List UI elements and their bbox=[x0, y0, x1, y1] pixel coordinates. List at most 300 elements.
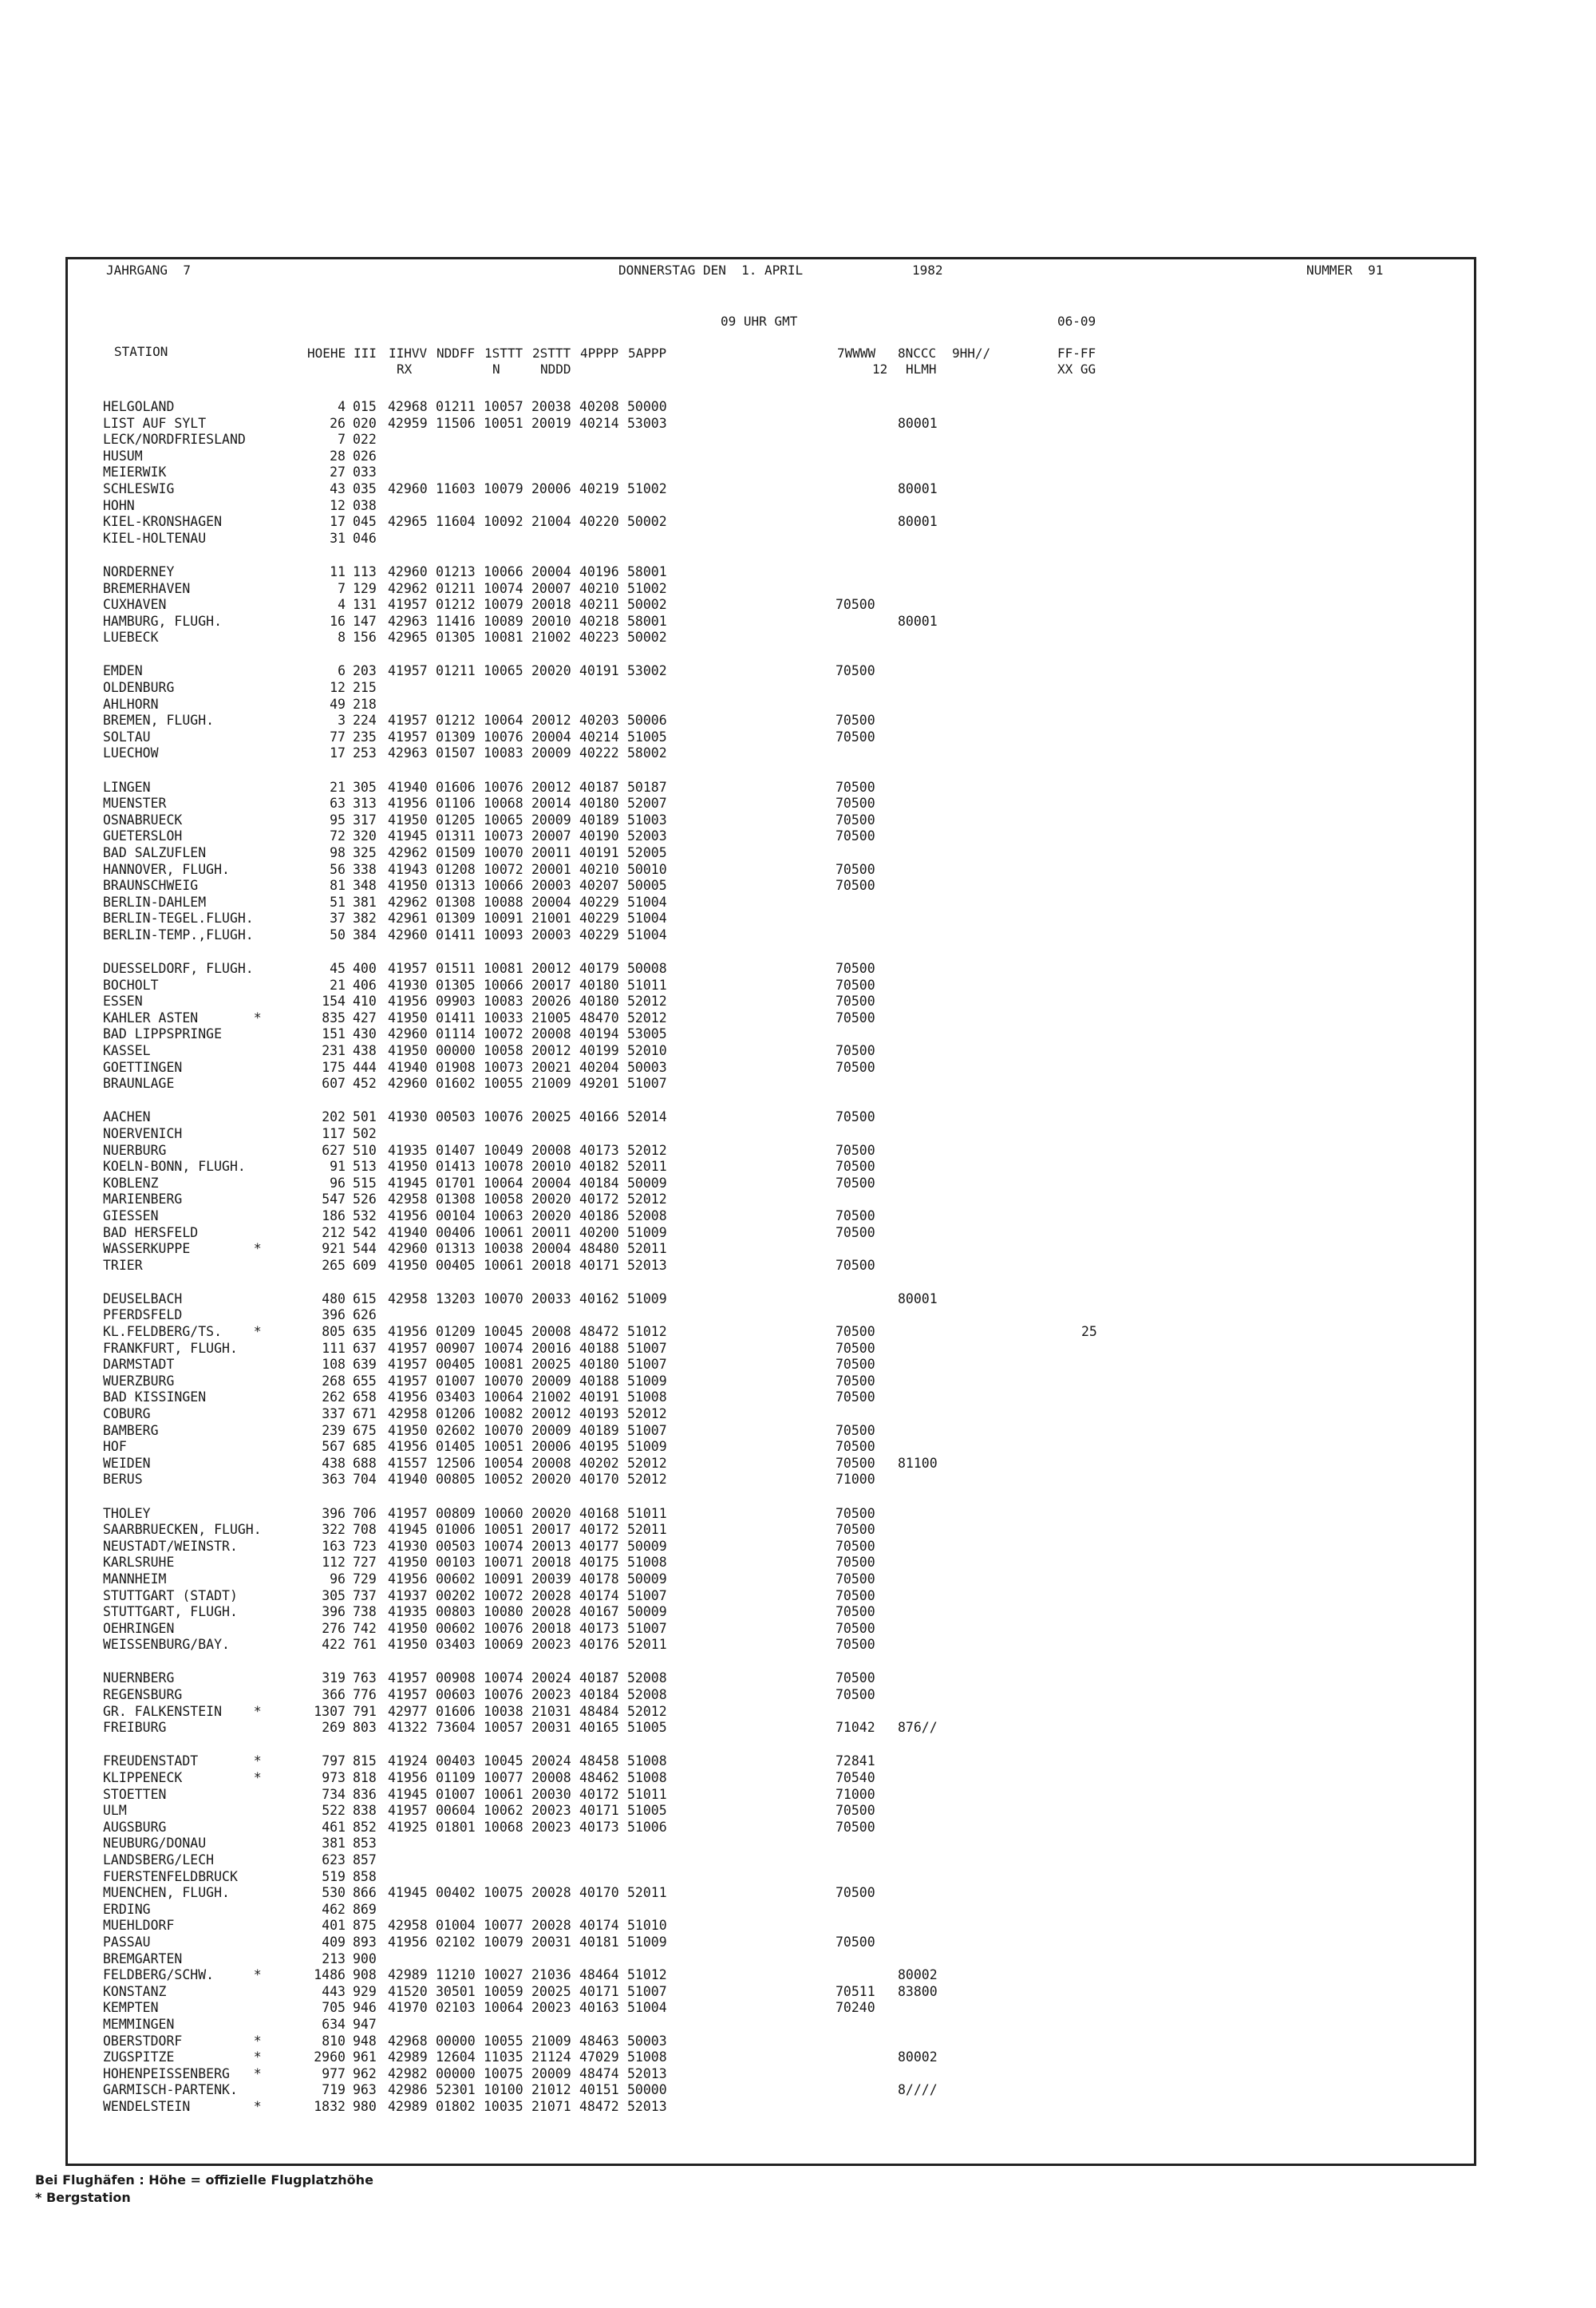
cell-iihvv: 41956 bbox=[388, 1439, 428, 1455]
cell-station: BAD SALZUFLEN bbox=[103, 844, 207, 860]
cell-iii: 685 bbox=[353, 1439, 377, 1455]
cell-iii: 045 bbox=[353, 514, 377, 530]
cell-nddff: 73604 bbox=[436, 1720, 476, 1736]
cell-8nccc: 80001 bbox=[898, 1290, 938, 1306]
cell-5appp: 52011 bbox=[627, 1159, 667, 1175]
cell-4pppp: 48474 bbox=[579, 2065, 619, 2081]
cell-hoehe: 269 bbox=[322, 1720, 346, 1736]
cell-iii: 156 bbox=[353, 630, 377, 646]
cell-nddff: 13203 bbox=[436, 1290, 476, 1306]
cell-1sttt: 10093 bbox=[484, 927, 523, 943]
cell-hoehe: 231 bbox=[322, 1043, 346, 1058]
cell-iii: 875 bbox=[353, 1918, 377, 1934]
cell-8nccc: 80002 bbox=[898, 1967, 938, 1983]
cell-hoehe: 276 bbox=[322, 1620, 346, 1636]
col-4pppp: 4PPPP bbox=[580, 346, 619, 361]
cell-4pppp: 40218 bbox=[579, 613, 619, 629]
cell-4pppp: 48464 bbox=[579, 1967, 619, 1983]
cell-4pppp: 40174 bbox=[579, 1918, 619, 1934]
cell-4pppp: 40178 bbox=[579, 1571, 619, 1587]
cell-4pppp: 40180 bbox=[579, 977, 619, 993]
cell-station: MEIERWIK bbox=[103, 464, 167, 480]
cell-station: MEMMINGEN bbox=[103, 2016, 175, 2032]
cell-7wwww: 70500 bbox=[836, 1175, 875, 1191]
cell-hoehe: 973 bbox=[322, 1769, 346, 1785]
cell-2sttt: 20009 bbox=[531, 812, 571, 828]
cell-station: BAD KISSINGEN bbox=[103, 1389, 207, 1405]
cell-5appp: 51008 bbox=[627, 1769, 667, 1785]
cell-iihvv: 41940 bbox=[388, 1472, 428, 1488]
cell-7wwww: 70500 bbox=[836, 994, 875, 1010]
cell-iii: 026 bbox=[353, 448, 377, 464]
col-2sttt-sub: NDDD bbox=[540, 362, 571, 377]
cell-station: SCHLESWIG bbox=[103, 481, 175, 496]
cell-2sttt: 20018 bbox=[531, 1555, 571, 1571]
cell-hoehe: 96 bbox=[330, 1175, 346, 1191]
cell-iii: 738 bbox=[353, 1604, 377, 1620]
cell-nddff: 00000 bbox=[436, 2033, 476, 2049]
cell-4pppp: 40174 bbox=[579, 1587, 619, 1603]
cell-station: KL.FELDBERG/TS. * bbox=[103, 1324, 262, 1339]
cell-iihvv: 41950 bbox=[388, 1043, 428, 1058]
cell-station: SAARBRUECKEN, FLUGH. bbox=[103, 1522, 262, 1538]
cell-nddff: 01305 bbox=[436, 977, 476, 993]
cell-hoehe: 719 bbox=[322, 2082, 346, 2098]
cell-2sttt: 20009 bbox=[531, 745, 571, 761]
cell-iihvv: 42958 bbox=[388, 1290, 428, 1306]
cell-5appp: 52008 bbox=[627, 1687, 667, 1702]
cell-4pppp: 40189 bbox=[579, 812, 619, 828]
cell-iihvv: 41925 bbox=[388, 1819, 428, 1835]
cell-8nccc: 80001 bbox=[898, 481, 938, 496]
cell-iihvv: 42961 bbox=[388, 911, 428, 927]
cell-5appp: 51006 bbox=[627, 1819, 667, 1835]
cell-2sttt: 20030 bbox=[531, 1786, 571, 1802]
cell-iihvv: 42962 bbox=[388, 580, 428, 596]
cell-2sttt: 20038 bbox=[531, 399, 571, 414]
cell-7wwww: 70500 bbox=[836, 1207, 875, 1223]
cell-2sttt: 20001 bbox=[531, 861, 571, 877]
cell-7wwww: 72841 bbox=[836, 1753, 875, 1769]
cell-5appp: 50187 bbox=[627, 779, 667, 795]
cell-4pppp: 40171 bbox=[579, 1983, 619, 1999]
cell-7wwww: 70500 bbox=[836, 1555, 875, 1571]
cell-4pppp: 40184 bbox=[579, 1687, 619, 1702]
cell-7wwww: 70500 bbox=[836, 1455, 875, 1471]
cell-nddff: 02602 bbox=[436, 1422, 476, 1438]
cell-4pppp: 40187 bbox=[579, 1670, 619, 1686]
cell-1sttt: 10072 bbox=[484, 1587, 523, 1603]
cell-1sttt: 10063 bbox=[484, 1207, 523, 1223]
cell-nddff: 11603 bbox=[436, 481, 476, 496]
cell-7wwww: 70240 bbox=[836, 2000, 875, 2016]
cell-iii: 815 bbox=[353, 1753, 377, 1769]
cell-station: FELDBERG/SCHW. * bbox=[103, 1967, 262, 1983]
cell-iihvv: 42958 bbox=[388, 1918, 428, 1934]
cell-iii: 410 bbox=[353, 994, 377, 1010]
cell-nddff: 01802 bbox=[436, 2098, 476, 2114]
cell-hoehe: 409 bbox=[322, 1934, 346, 1950]
cell-5appp: 51008 bbox=[627, 1555, 667, 1571]
cell-4pppp: 48484 bbox=[579, 1703, 619, 1719]
cell-nddff: 01606 bbox=[436, 779, 476, 795]
cell-hoehe: 480 bbox=[322, 1290, 346, 1306]
cell-1sttt: 10092 bbox=[484, 514, 523, 530]
cell-hoehe: 43 bbox=[330, 481, 346, 496]
cell-1sttt: 10083 bbox=[484, 994, 523, 1010]
cell-hoehe: 337 bbox=[322, 1406, 346, 1421]
cell-hoehe: 151 bbox=[322, 1026, 346, 1042]
cell-station: BERUS bbox=[103, 1472, 143, 1488]
cell-2sttt: 20026 bbox=[531, 994, 571, 1010]
cell-iii: 947 bbox=[353, 2016, 377, 2032]
report-year: 1982 bbox=[912, 263, 943, 278]
cell-iii: 147 bbox=[353, 613, 377, 629]
cell-2sttt: 20023 bbox=[531, 1819, 571, 1835]
cell-1sttt: 10079 bbox=[484, 597, 523, 613]
cell-2sttt: 20018 bbox=[531, 1620, 571, 1636]
cell-5appp: 52011 bbox=[627, 1522, 667, 1538]
cell-2sttt: 20028 bbox=[531, 1604, 571, 1620]
cell-5appp: 51011 bbox=[627, 977, 667, 993]
cell-iii: 803 bbox=[353, 1720, 377, 1736]
cell-4pppp: 40200 bbox=[579, 1224, 619, 1240]
cell-1sttt: 10070 bbox=[484, 1422, 523, 1438]
cell-5appp: 51005 bbox=[627, 729, 667, 745]
cell-4pppp: 40190 bbox=[579, 828, 619, 844]
cell-iii: 893 bbox=[353, 1934, 377, 1950]
cell-nddff: 30501 bbox=[436, 1983, 476, 1999]
cell-4pppp: 40189 bbox=[579, 1422, 619, 1438]
cell-iihvv: 41930 bbox=[388, 1109, 428, 1125]
cell-4pppp: 40223 bbox=[579, 630, 619, 646]
cell-iihvv: 41957 bbox=[388, 597, 428, 613]
cell-iii: 235 bbox=[353, 729, 377, 745]
cell-iii: 501 bbox=[353, 1109, 377, 1125]
cell-4pppp: 48472 bbox=[579, 1324, 619, 1339]
cell-2sttt: 20020 bbox=[531, 663, 571, 679]
cell-2sttt: 20021 bbox=[531, 1059, 571, 1075]
cell-station: NEUSTADT/WEINSTR. bbox=[103, 1538, 238, 1554]
cell-iii: 515 bbox=[353, 1175, 377, 1191]
cell-hoehe: 319 bbox=[322, 1670, 346, 1686]
cell-1sttt: 10088 bbox=[484, 894, 523, 910]
cell-7wwww: 70500 bbox=[836, 1670, 875, 1686]
col-7wwww: 7WWWW bbox=[837, 346, 876, 361]
cell-1sttt: 10079 bbox=[484, 1934, 523, 1950]
cell-4pppp: 40191 bbox=[579, 663, 619, 679]
cell-7wwww: 70500 bbox=[836, 1109, 875, 1125]
cell-station: FRANKFURT, FLUGH. bbox=[103, 1340, 238, 1356]
cell-station: NUERBURG bbox=[103, 1142, 167, 1158]
cell-nddff: 01205 bbox=[436, 812, 476, 828]
cell-4pppp: 40191 bbox=[579, 844, 619, 860]
cell-iihvv: 42960 bbox=[388, 1026, 428, 1042]
cell-2sttt: 20004 bbox=[531, 894, 571, 910]
cell-8nccc: 81100 bbox=[898, 1455, 938, 1471]
cell-hoehe: 117 bbox=[322, 1125, 346, 1141]
cell-hoehe: 805 bbox=[322, 1324, 346, 1339]
cell-station: LUECHOW bbox=[103, 745, 159, 761]
cell-4pppp: 40171 bbox=[579, 1803, 619, 1819]
cell-5appp: 52014 bbox=[627, 1109, 667, 1125]
cell-hoehe: 522 bbox=[322, 1803, 346, 1819]
cell-station: NUERNBERG bbox=[103, 1670, 175, 1686]
cell-2sttt: 21005 bbox=[531, 1010, 571, 1026]
cell-1sttt: 10068 bbox=[484, 1819, 523, 1835]
cell-4pppp: 40207 bbox=[579, 878, 619, 894]
issue-number: NUMMER 91 bbox=[1306, 263, 1384, 278]
cell-nddff: 11506 bbox=[436, 415, 476, 431]
cell-4pppp: 48463 bbox=[579, 2033, 619, 2049]
cell-2sttt: 20025 bbox=[531, 1357, 571, 1373]
cell-2sttt: 20012 bbox=[531, 713, 571, 729]
cell-station: FUERSTENFELDBRUCK bbox=[103, 1868, 238, 1884]
cell-station: DEUSELBACH bbox=[103, 1290, 183, 1306]
cell-7wwww: 70500 bbox=[836, 1439, 875, 1455]
cell-iihvv: 42989 bbox=[388, 2098, 428, 2114]
cell-iihvv: 42963 bbox=[388, 613, 428, 629]
cell-4pppp: 48480 bbox=[579, 1241, 619, 1257]
cell-4pppp: 40208 bbox=[579, 399, 619, 414]
cell-5appp: 51007 bbox=[627, 1340, 667, 1356]
cell-iii: 544 bbox=[353, 1241, 377, 1257]
cell-5appp: 51008 bbox=[627, 1389, 667, 1405]
cell-iii: 742 bbox=[353, 1620, 377, 1636]
cell-4pppp: 48472 bbox=[579, 2098, 619, 2114]
cell-station: GIESSEN bbox=[103, 1207, 159, 1223]
cell-iihvv: 41957 bbox=[388, 1687, 428, 1702]
cell-hoehe: 623 bbox=[322, 1852, 346, 1867]
cell-4pppp: 40166 bbox=[579, 1109, 619, 1125]
cell-iihvv: 41970 bbox=[388, 2000, 428, 2016]
cell-nddff: 01006 bbox=[436, 1522, 476, 1538]
cell-station: KONSTANZ bbox=[103, 1983, 167, 1999]
cell-7wwww: 71042 bbox=[836, 1720, 875, 1736]
cell-nddff: 00503 bbox=[436, 1109, 476, 1125]
cell-station: MUENSTER bbox=[103, 796, 167, 812]
cell-iihvv: 41957 bbox=[388, 1373, 428, 1389]
cell-iii: 704 bbox=[353, 1472, 377, 1488]
cell-iii: 203 bbox=[353, 663, 377, 679]
cell-station: DARMSTADT bbox=[103, 1357, 175, 1373]
cell-nddff: 11210 bbox=[436, 1967, 476, 1983]
cell-iihvv: 41935 bbox=[388, 1142, 428, 1158]
cell-5appp: 50008 bbox=[627, 961, 667, 976]
cell-iihvv: 41924 bbox=[388, 1753, 428, 1769]
cell-1sttt: 10066 bbox=[484, 977, 523, 993]
cell-iii: 452 bbox=[353, 1076, 377, 1092]
cell-4pppp: 40220 bbox=[579, 514, 619, 530]
cell-5appp: 51002 bbox=[627, 481, 667, 496]
cell-nddff: 00405 bbox=[436, 1257, 476, 1273]
cell-hoehe: 634 bbox=[322, 2016, 346, 2032]
col-ff-sub: XX GG bbox=[1057, 362, 1096, 377]
cell-5appp: 51009 bbox=[627, 1224, 667, 1240]
cell-nddff: 01311 bbox=[436, 828, 476, 844]
cell-1sttt: 10074 bbox=[484, 1670, 523, 1686]
cell-hoehe: 977 bbox=[322, 2065, 346, 2081]
cell-iii: 761 bbox=[353, 1637, 377, 1653]
cell-nddff: 01411 bbox=[436, 1010, 476, 1026]
cell-5appp: 51008 bbox=[627, 1753, 667, 1769]
cell-nddff: 00000 bbox=[436, 1043, 476, 1058]
cell-station: KASSEL bbox=[103, 1043, 151, 1058]
cell-iihvv: 41957 bbox=[388, 1340, 428, 1356]
cell-iihvv: 42960 bbox=[388, 563, 428, 579]
cell-5appp: 52011 bbox=[627, 1637, 667, 1653]
jahrgang: JAHRGANG 7 bbox=[106, 263, 191, 278]
cell-hoehe: 797 bbox=[322, 1753, 346, 1769]
cell-nddff: 01313 bbox=[436, 878, 476, 894]
cell-7wwww: 70500 bbox=[836, 1373, 875, 1389]
cell-iii: 818 bbox=[353, 1769, 377, 1785]
cell-iii: 038 bbox=[353, 497, 377, 513]
cell-7wwww: 71000 bbox=[836, 1472, 875, 1488]
cell-iii: 727 bbox=[353, 1555, 377, 1571]
cell-iii: 400 bbox=[353, 961, 377, 976]
cell-7wwww: 70500 bbox=[836, 1043, 875, 1058]
cell-1sttt: 10064 bbox=[484, 1389, 523, 1405]
cell-iii: 737 bbox=[353, 1587, 377, 1603]
cell-7wwww: 70500 bbox=[836, 713, 875, 729]
cell-nddff: 01308 bbox=[436, 894, 476, 910]
cell-hoehe: 239 bbox=[322, 1422, 346, 1438]
cell-8nccc: 80001 bbox=[898, 415, 938, 431]
cell-nddff: 01211 bbox=[436, 399, 476, 414]
cell-1sttt: 10035 bbox=[484, 2098, 523, 2114]
cell-hoehe: 461 bbox=[322, 1819, 346, 1835]
cell-station: ESSEN bbox=[103, 994, 143, 1010]
cell-station: PFERDSFELD bbox=[103, 1307, 183, 1323]
cell-nddff: 00000 bbox=[436, 2065, 476, 2081]
cell-1sttt: 10081 bbox=[484, 1357, 523, 1373]
cell-station: OLDENBURG bbox=[103, 680, 175, 695]
cell-station: WEIDEN bbox=[103, 1455, 151, 1471]
cell-iihvv: 42968 bbox=[388, 399, 428, 414]
cell-iihvv: 41930 bbox=[388, 977, 428, 993]
cell-5appp: 52008 bbox=[627, 1207, 667, 1223]
cell-2sttt: 20008 bbox=[531, 1769, 571, 1785]
cell-iii: 866 bbox=[353, 1885, 377, 1901]
cell-station: BERLIN-TEGEL.FLUGH. bbox=[103, 911, 254, 927]
cell-4pppp: 40173 bbox=[579, 1142, 619, 1158]
cell-iii: 708 bbox=[353, 1522, 377, 1538]
cell-hoehe: 12 bbox=[330, 497, 346, 513]
cell-station: LINGEN bbox=[103, 779, 151, 795]
cell-iihvv: 41520 bbox=[388, 1983, 428, 1999]
cell-iii: 218 bbox=[353, 696, 377, 712]
cell-7wwww: 70500 bbox=[836, 1142, 875, 1158]
cell-2sttt: 20009 bbox=[531, 1373, 571, 1389]
cell-iihvv: 41950 bbox=[388, 1159, 428, 1175]
cell-iihvv: 42968 bbox=[388, 2033, 428, 2049]
cell-nddff: 00602 bbox=[436, 1620, 476, 1636]
cell-station: AACHEN bbox=[103, 1109, 151, 1125]
cell-iii: 513 bbox=[353, 1159, 377, 1175]
cell-iii: 320 bbox=[353, 828, 377, 844]
cell-4pppp: 40204 bbox=[579, 1059, 619, 1075]
cell-5appp: 51009 bbox=[627, 1290, 667, 1306]
cell-station: KARLSRUHE bbox=[103, 1555, 175, 1571]
cell-nddff: 01106 bbox=[436, 796, 476, 812]
cell-station: BAMBERG bbox=[103, 1422, 159, 1438]
cell-nddff: 01411 bbox=[436, 927, 476, 943]
cell-nddff: 01309 bbox=[436, 729, 476, 745]
cell-station: KIEL-HOLTENAU bbox=[103, 530, 207, 546]
cell-station: BRAUNSCHWEIG bbox=[103, 878, 199, 894]
cell-hoehe: 366 bbox=[322, 1687, 346, 1702]
cell-1sttt: 10051 bbox=[484, 1522, 523, 1538]
cell-iihvv: 41950 bbox=[388, 1555, 428, 1571]
cell-hoehe: 27 bbox=[330, 464, 346, 480]
cell-2sttt: 21124 bbox=[531, 2049, 571, 2065]
cell-iii: 113 bbox=[353, 563, 377, 579]
cell-5appp: 52007 bbox=[627, 796, 667, 812]
cell-hoehe: 37 bbox=[330, 911, 346, 927]
cell-nddff: 01007 bbox=[436, 1786, 476, 1802]
cell-1sttt: 10077 bbox=[484, 1769, 523, 1785]
observation-period: 06-09 bbox=[1057, 314, 1096, 329]
cell-station: SOLTAU bbox=[103, 729, 151, 745]
cell-iii: 035 bbox=[353, 481, 377, 496]
cell-2sttt: 21071 bbox=[531, 2098, 571, 2114]
cell-2sttt: 20019 bbox=[531, 415, 571, 431]
cell-4pppp: 40202 bbox=[579, 1455, 619, 1471]
cell-station: LECK/NORDFRIESLAND bbox=[103, 432, 246, 448]
cell-4pppp: 40181 bbox=[579, 1934, 619, 1950]
cell-1sttt: 10027 bbox=[484, 1967, 523, 1983]
cell-5appp: 50009 bbox=[627, 1571, 667, 1587]
cell-1sttt: 10074 bbox=[484, 1538, 523, 1554]
cell-nddff: 09903 bbox=[436, 994, 476, 1010]
cell-5appp: 58001 bbox=[627, 563, 667, 579]
cell-iihvv: 41930 bbox=[388, 1538, 428, 1554]
cell-iii: 542 bbox=[353, 1224, 377, 1240]
cell-5appp: 52012 bbox=[627, 1192, 667, 1207]
cell-iihvv: 42982 bbox=[388, 2065, 428, 2081]
cell-5appp: 51009 bbox=[627, 1934, 667, 1950]
cell-1sttt: 10077 bbox=[484, 1918, 523, 1934]
cell-hoehe: 98 bbox=[330, 844, 346, 860]
cell-station: BREMERHAVEN bbox=[103, 580, 191, 596]
cell-iihvv: 41935 bbox=[388, 1604, 428, 1620]
cell-4pppp: 40180 bbox=[579, 1357, 619, 1373]
cell-1sttt: 10080 bbox=[484, 1604, 523, 1620]
cell-1sttt: 10076 bbox=[484, 1687, 523, 1702]
cell-nddff: 01213 bbox=[436, 563, 476, 579]
cell-iihvv: 41950 bbox=[388, 878, 428, 894]
cell-hoehe: 21 bbox=[330, 779, 346, 795]
cell-station: BERLIN-DAHLEM bbox=[103, 894, 207, 910]
cell-1sttt: 10073 bbox=[484, 1059, 523, 1075]
cell-iihvv: 41945 bbox=[388, 1786, 428, 1802]
cell-iii: 852 bbox=[353, 1819, 377, 1835]
cell-iihvv: 42965 bbox=[388, 514, 428, 530]
cell-hoehe: 705 bbox=[322, 2000, 346, 2016]
cell-iihvv: 41945 bbox=[388, 1522, 428, 1538]
cell-4pppp: 40172 bbox=[579, 1192, 619, 1207]
cell-2sttt: 21002 bbox=[531, 1389, 571, 1405]
cell-nddff: 00805 bbox=[436, 1472, 476, 1488]
cell-2sttt: 20004 bbox=[531, 729, 571, 745]
cell-7wwww: 70500 bbox=[836, 1819, 875, 1835]
cell-4pppp: 40168 bbox=[579, 1505, 619, 1521]
cell-nddff: 01313 bbox=[436, 1241, 476, 1257]
cell-2sttt: 20012 bbox=[531, 961, 571, 976]
cell-nddff: 01908 bbox=[436, 1059, 476, 1075]
cell-nddff: 01509 bbox=[436, 844, 476, 860]
